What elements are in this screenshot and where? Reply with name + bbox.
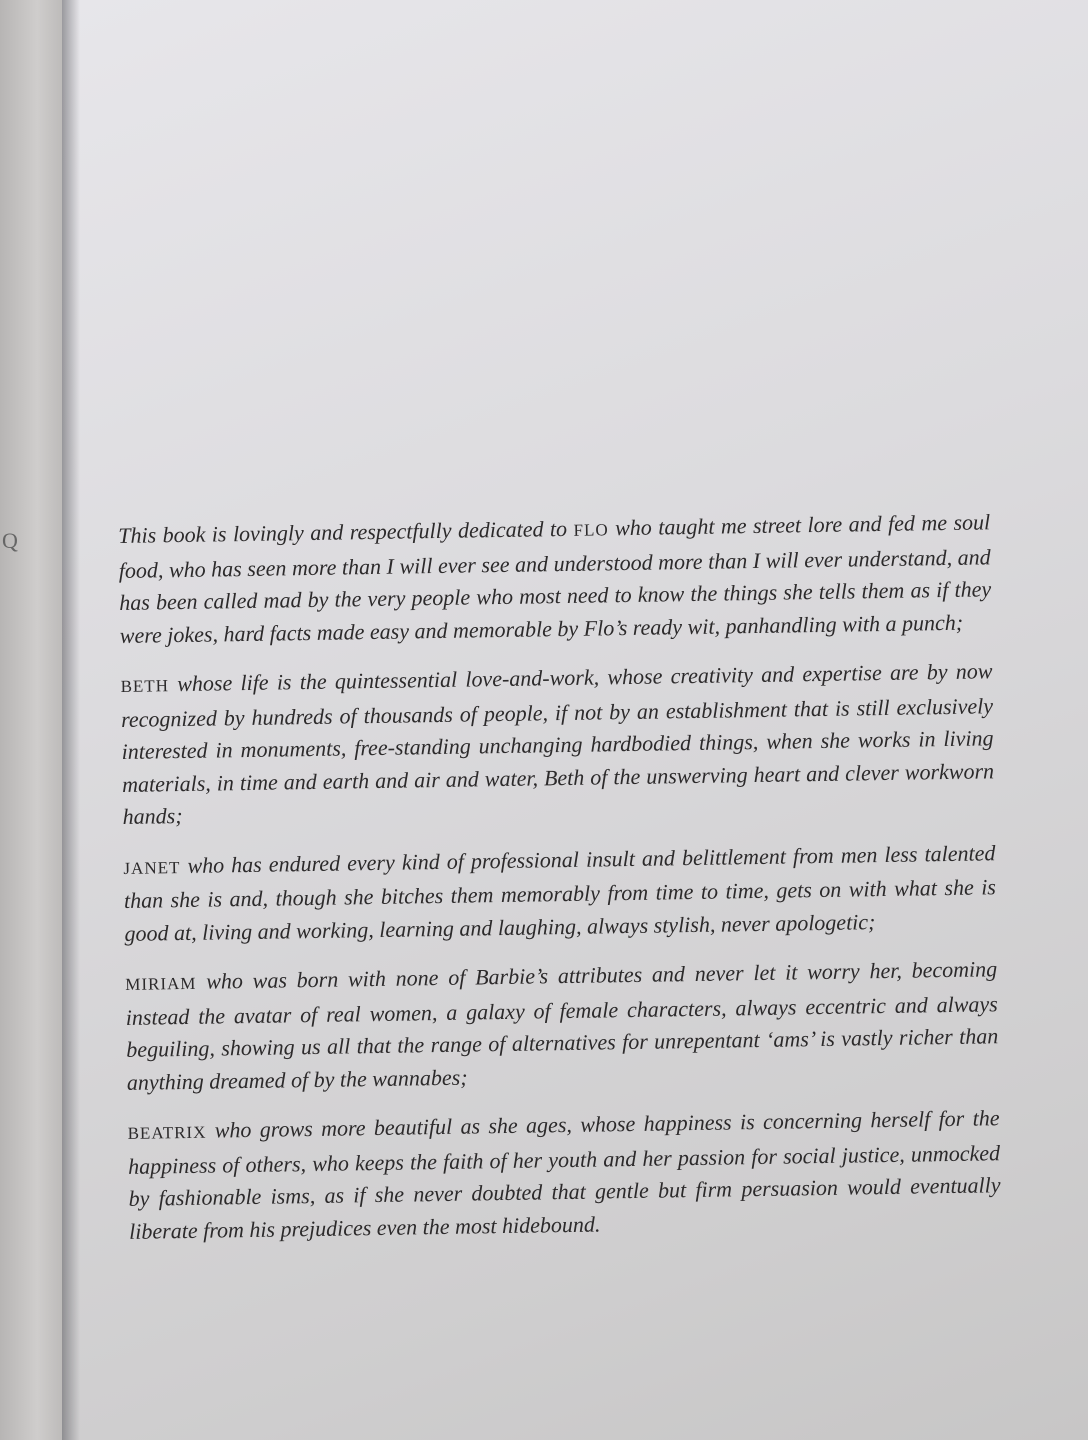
dedication-text (118, 506, 1002, 1265)
dedication-paragraph-janet (123, 837, 996, 950)
dedication-body-beatrix: who grows more beautiful as she ages, whose happiness is concerning herself for the happiness of others, who keeps the faith of her youth and her passion for social justice, unmocked by fashionable isms, as if she never doubted that gentle but firm persuasion would eventually liberate from his prejudices even the most hidebound. (127, 1105, 1001, 1244)
dedicatee-name-miriam: MIRIAM (125, 973, 197, 994)
dedication-paragraph-miriam (125, 953, 999, 1099)
left-page-edge (0, 0, 62, 1440)
dedication-body-flo: who taught me street lore and fed me soul food, who has seen more than I will ever see and understood more than I will ever understand, and has been called mad by the very people who most need to know the things she tells them as if they were jokes, hard facts made easy and memorable by Flo’s ready wit, panhandling with a punch; (118, 509, 992, 648)
dedication-body-janet: who has endured every kind of professional insult and belittlement from men less talented than she is and, though she bitches them memorably from time to time, gets on with what she is good at, living and working, learning and laughing, always stylish, never apologetic; (123, 839, 997, 946)
gutter-shadow (62, 0, 80, 1440)
dedication-paragraph-beatrix (127, 1102, 1001, 1248)
dedicatee-name-flo: FLO (573, 520, 609, 540)
dedication-paragraph-flo (118, 506, 992, 652)
dedication-body-miriam: who was born with none of Barbie’s attributes and never let it worry her, becoming instead the avatar of real women, a galaxy of female characters, always eccentric and always beguiling, showing us all that the range of alternatives for unrepentant ‘ams’ is vastly richer than anything dreamed of by the wannabes; (125, 956, 999, 1095)
dedicatee-name-janet: JANET (123, 857, 181, 878)
dedicatee-name-beatrix: BEATRIX (127, 1122, 207, 1143)
dedication-lead: This book is lovingly and respectfully dedicated to (118, 515, 574, 548)
dedication-body-beth: whose life is the quintessential love-and-work, whose creativity and expertise are by now recognized by hundreds of thousands of people, if not by an establishment that is still exclusively interested in monuments, free-standing unchanging hardbodied things, when she works in living materials, in time and earth and air and water, Beth of the unswerving heart and clever workworn hands; (120, 658, 995, 829)
dedication-paragraph-beth (120, 655, 994, 833)
dedicatee-name-beth: BETH (120, 676, 170, 696)
left-page-mark: Q (2, 528, 18, 553)
